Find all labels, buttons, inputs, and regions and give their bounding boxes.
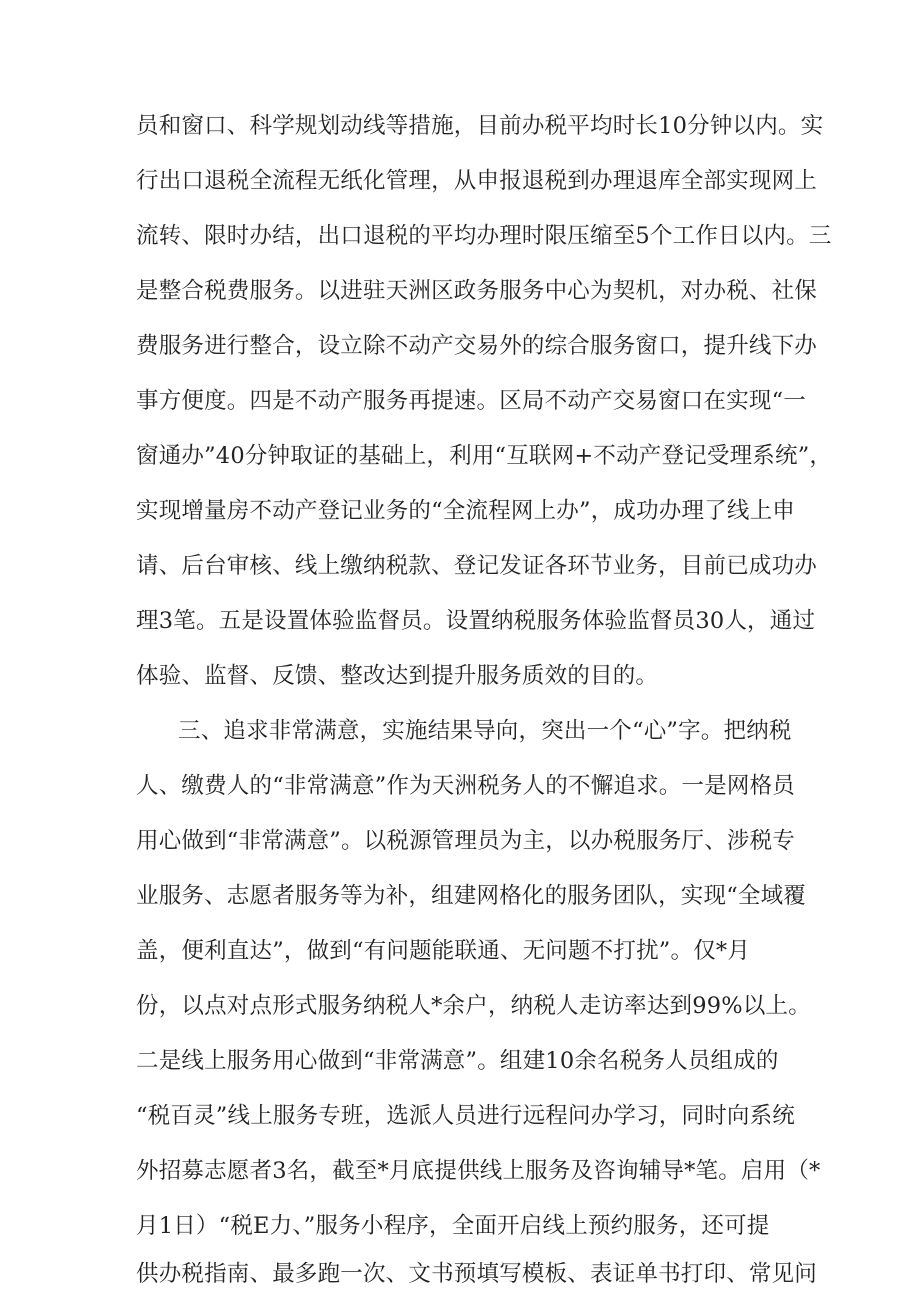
section-heading-line: 三、追求非常满意，实施结果导向，突出一个“心”字。把纳税: [178, 718, 792, 744]
text-line: 二是线上服务用心做到“非常满意”。组建10余名税务人员组成的: [136, 1048, 779, 1074]
text-line: 用心做到“非常满意”。以税源管理员为主，以办税服务厅、涉税专: [136, 828, 796, 854]
text-line: 实现增量房不动产登记业务的“全流程网上办”，成功办理了线上申: [136, 498, 796, 524]
text-line: 体验、监督、反馈、整改达到提升服务质效的目的。: [136, 663, 659, 689]
text-line: 窗通办”40分钟取证的基础上，利用“互联网+不动产登记受理系统”，: [136, 443, 833, 469]
text-line: 人、缴费人的“非常满意”作为天洲税务人的不懈追求。一是网格员: [136, 773, 796, 799]
text-line: 是整合税费服务。以进驻天洲区政务服务中心为契机，对办税、社保: [136, 278, 818, 304]
text-line: 盖，便利直达”，做到“有问题能联通、无问题不打扰”。仅*月: [136, 938, 751, 964]
text-line: 月1日）“税E力、”服务小程序，全面开启线上预约服务，还可提: [136, 1213, 770, 1239]
text-line: “税百灵”线上服务专班，选派人员进行远程问办学习，同时向系统: [136, 1103, 796, 1129]
text-line: 请、后台审核、线上缴纳税款、登记发证各环节业务，目前已成功办: [136, 553, 818, 579]
text-line: 外招募志愿者3名，截至*月底提供线上服务及咨询辅导*笔。启用（*: [136, 1158, 821, 1184]
text-line: 供办税指南、最多跑一次、文书预填写模板、表证单书打印、常见问: [136, 1261, 818, 1287]
text-line: 理3笔。五是设置体验监督员。设置纳税服务体验监督员30人，通过: [136, 608, 816, 634]
text-line: 员和窗口、科学规划动线等措施，目前办税平均时长10分钟以内。实: [136, 113, 824, 139]
text-line: 份，以点对点形式服务纳税人*余户，纳税人走访率达到99%以上。: [136, 993, 811, 1019]
text-line: 流转、限时办结，出口退税的平均办理时限压缩至5个工作日以内。三: [136, 223, 832, 249]
text-line: 事方便度。四是不动产服务再提速。区局不动产交易窗口在实现“一: [136, 388, 807, 414]
text-line: 费服务进行整合，设立除不动产交易外的综合服务窗口，提升线下办: [136, 333, 818, 359]
text-line: 行出口退税全流程无纸化管理，从申报退税到办理退库全部实现网上: [136, 168, 818, 194]
text-line: 业服务、志愿者服务等为补，组建网格化的服务团队，实现“全域覆: [136, 883, 807, 909]
